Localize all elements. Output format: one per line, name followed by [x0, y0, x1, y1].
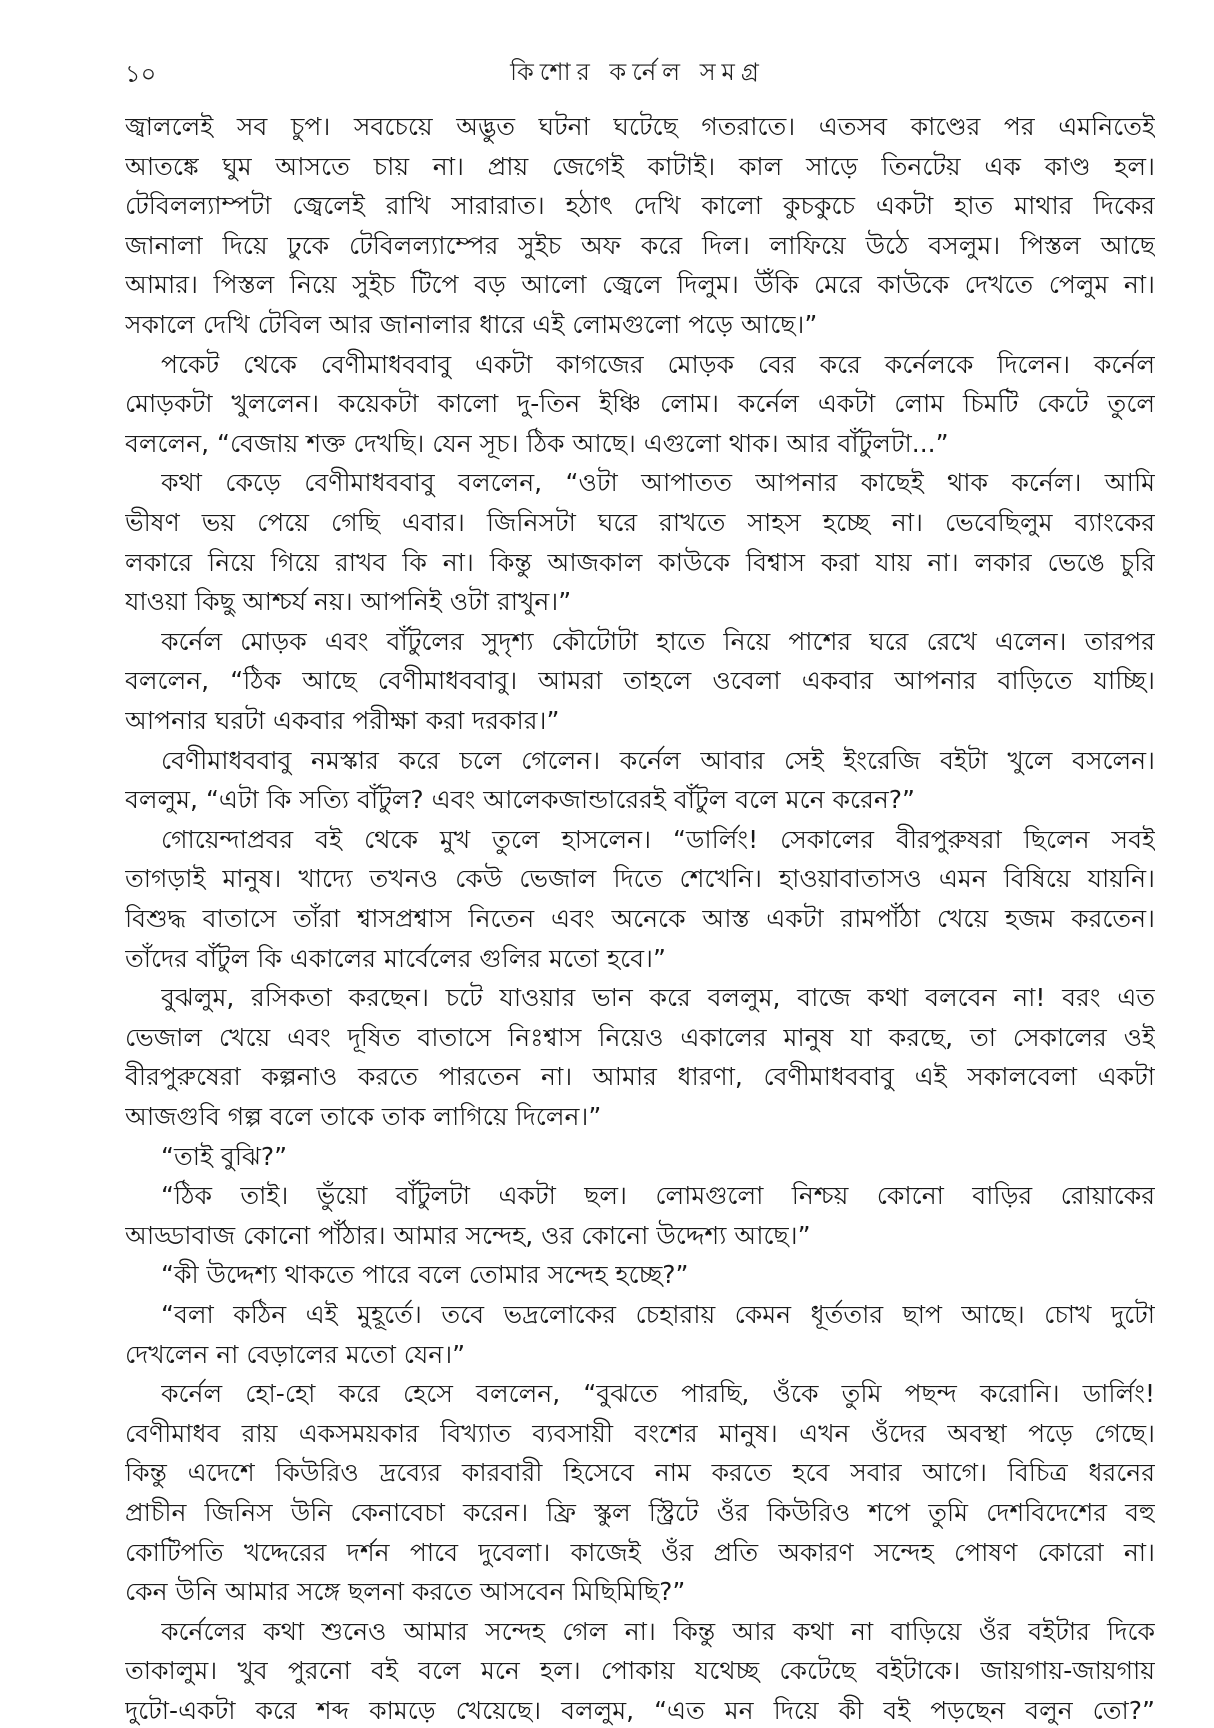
- text-line: তাগড়াই মানুষ। খাদ্যে তখনও কেউ ভেজাল দিতে শেখেনি। হাওয়াবাতাসও এমন বিষিয়ে যায়নি।: [125, 864, 1155, 894]
- page-number: ১০: [125, 60, 157, 88]
- text-line: বললেন, “বেজায় শক্ত দেখছি। যেন সূচ। ঠিক আছে। এগুলো থাক। আর বাঁটুলটা...”: [125, 428, 949, 458]
- text-line: দুটো-একটা করে শব্দ কামড়ে খেয়েছে। বললুম, “এত মন দিয়ে কী বই পড়ছেন বলুন তো?”: [125, 1696, 1155, 1725]
- text-line: সকালে দেখি টেবিল আর জানালার ধারে এই লোমগুলো পড়ে আছে।”: [125, 310, 818, 339]
- paragraph-first-line: পকেট থেকে বেণীমাধববাবু একটা কাগজের মোড়ক বের করে কর্নেলকে দিলেন। কর্নেল: [161, 349, 1155, 379]
- text-line: তাঁদের বাঁটুল কি একালের মার্বেলের গুলির মতো হবে।”: [125, 943, 666, 973]
- text-line: আজগুবি গল্প বলে তাকে তাক লাগিয়ে দিলেন।”: [125, 1102, 602, 1131]
- text-line: আমার। পিস্তল নিয়ে সুইচ টিপে বড় আলো জ্বেলে দিলুম। উঁকি মেরে কাউকে দেখতে পেলুম না।: [125, 270, 1155, 300]
- text-line: বললুম, “এটা কি সত্যি বাঁটুল? এবং আলেকজান্ডারেরই বাঁটুল বলে মনে করেন?”: [125, 785, 915, 815]
- paragraph-first-line: বুঝলুম, রসিকতা করছেন। চটে যাওয়ার ভান করে বললুম, বাজে কথা বলবেন না! বরং এত: [161, 983, 1155, 1013]
- paragraph-first-line: কর্নেল হো-হো করে হেসে বললেন, “বুঝতে পারছি, ওঁকে তুমি পছন্দ করোনি। ডার্লিং!: [161, 1379, 1155, 1409]
- text-line: কোটিপতি খদ্দেরের দর্শন পাবে দুবেলা। কাজেই ওঁর প্রতি অকারণ সন্দেহ পোষণ কোরো না।: [125, 1537, 1155, 1567]
- text-line: ভেজাল খেয়ে এবং দূষিত বাতাসে নিঃশ্বাস নিয়েও একালের মানুষ যা করছে, তা সেকালের ওই: [125, 1022, 1155, 1052]
- text-line: প্রাচীন জিনিস উনি কেনাবেচা করেন। ফ্রি স্কুল স্ট্রিটে ওঁর কিউরিও শপে তুমি দেশবিদেশের বহু: [125, 1498, 1155, 1527]
- text-line: দেখলেন না বেড়ালের মতো যেন।”: [125, 1339, 466, 1369]
- text-line: কেন উনি আমার সঙ্গে ছলনা করতে আসবেন মিছিমিছি?”: [125, 1577, 686, 1607]
- paragraph-first-line: কথা কেড়ে বেণীমাধববাবু বললেন, “ওটা আপাতত আপনার কাছেই থাক কর্নেল। আমি: [161, 468, 1155, 498]
- text-line: টেবিলল্যাম্পটা জ্বেলেই রাখি সারারাত। হঠাৎ দেখি কালো কুচকুচে একটা হাত মাথার দিকের: [125, 191, 1155, 221]
- text-line: বেণীমাধব রায় একসময়কার বিখ্যাত ব্যবসায়ী বংশের মানুষ। এখন ওঁদের অবস্থা পড়ে গেছে।: [125, 1418, 1155, 1448]
- paragraph-first-line: “ঠিক তাই। ভুঁয়ো বাঁটুলটা একটা ছল। লোমগুলো নিশ্চয় কোনো বাড়ির রোয়াকের: [161, 1181, 1155, 1211]
- text-line: মোড়কটা খুললেন। কয়েকটা কালো দু-তিন ইঞ্চি লোম। কর্নেল একটা লোম চিমটি কেটে তুলে: [125, 389, 1155, 419]
- page-header: [125, 50, 1150, 94]
- text-line: বীরপুরুষেরা কল্পনাও করতে পারতেন না। আমার ধারণা, বেণীমাধববাবু এই সকালবেলা একটা: [125, 1062, 1155, 1092]
- running-title: কিশোর কর্নেল সমগ্র: [510, 58, 765, 86]
- paragraph-first-line: বেণীমাধববাবু নমস্কার করে চলে গেলেন। কর্নেল আবার সেই ইংরেজি বইটা খুলে বসলেন।: [161, 745, 1155, 775]
- text-line: কিন্তু এদেশে কিউরিও দ্রব্যের কারবারী হিসেবে নাম করতে হবে সবার আগে। বিচিত্র ধরনের: [125, 1458, 1155, 1488]
- text-line: জানালা দিয়ে ঢুকে টেবিলল্যাম্পের সুইচ অফ করে দিল। লাফিয়ে উঠে বসলুম। পিস্তল আছে: [125, 230, 1155, 260]
- text-line: বললেন, “ঠিক আছে বেণীমাধববাবু। আমরা তাহলে ওবেলা একবার আপনার বাড়িতে যাচ্ছি।: [125, 666, 1155, 696]
- text-line: আপনার ঘরটা একবার পরীক্ষা করা দরকার।”: [125, 706, 560, 735]
- paragraph-first-line: “তাই বুঝি?”: [161, 1141, 288, 1171]
- paragraph-first-line: “বলা কঠিন এই মুহূর্তে। তবে ভদ্রলোকের চেহারায় কেমন ধূর্ততার ছাপ আছে। চোখ দুটো: [161, 1300, 1155, 1329]
- text-line: ভীষণ ভয় পেয়ে গেছি এবার। জিনিসটা ঘরে রাখতে সাহস হচ্ছে না। ভেবেছিলুম ব্যাংকের: [125, 508, 1155, 537]
- text-line: বিশুদ্ধ বাতাসে তাঁরা শ্বাসপ্রশ্বাস নিতেন এবং অনেকে আস্ত একটা রামপাঁঠা খেয়ে হজম করতেন।: [125, 904, 1155, 933]
- text-line: তাকালুম। খুব পুরনো বই বলে মনে হল। পোকায় যথেচ্ছ কেটেছে বইটাকে। জায়গায়-জায়গায়: [125, 1656, 1155, 1686]
- text-line: জ্বাললেই সব চুপ। সবচেয়ে অদ্ভুত ঘটনা ঘটেছে গতরাতে। এতসব কাণ্ডের পর এমনিতেই: [125, 112, 1155, 141]
- text-line: আতঙ্কে ঘুম আসতে চায় না। প্রায় জেগেই কাটাই। কাল সাড়ে তিনটেয় এক কাণ্ড হল।: [125, 151, 1155, 181]
- paragraph-first-line: কর্নেল মোড়ক এবং বাঁটুলের সুদৃশ্য কৌটোটা হাতে নিয়ে পাশের ঘরে রেখে এলেন। তারপর: [161, 626, 1155, 656]
- text-line: যাওয়া কিছু আশ্চর্য নয়। আপনিই ওটা রাখুন।”: [125, 587, 572, 617]
- text-line: আড্ডাবাজ কোনো পাঁঠার। আমার সন্দেহ, ওর কোনো উদ্দেশ্য আছে।”: [125, 1220, 811, 1250]
- paragraph-first-line: “কী উদ্দেশ্য থাকতে পারে বলে তোমার সন্দেহ হচ্ছে?”: [161, 1260, 689, 1290]
- text-line: লকারে নিয়ে গিয়ে রাখব কি না। কিন্তু আজকাল কাউকে বিশ্বাস করা যায় না। লকার ভেঙে চুরি: [125, 547, 1155, 577]
- paragraph-first-line: কর্নেলের কথা শুনেও আমার সন্দেহ গেল না। কিন্তু আর কথা না বাড়িয়ে ওঁর বইটার দিকে: [161, 1616, 1155, 1646]
- paragraph-first-line: গোয়েন্দাপ্রবর বই থেকে মুখ তুলে হাসলেন। “ডার্লিং! সেকালের বীরপুরুষরা ছিলেন সবই: [161, 824, 1155, 854]
